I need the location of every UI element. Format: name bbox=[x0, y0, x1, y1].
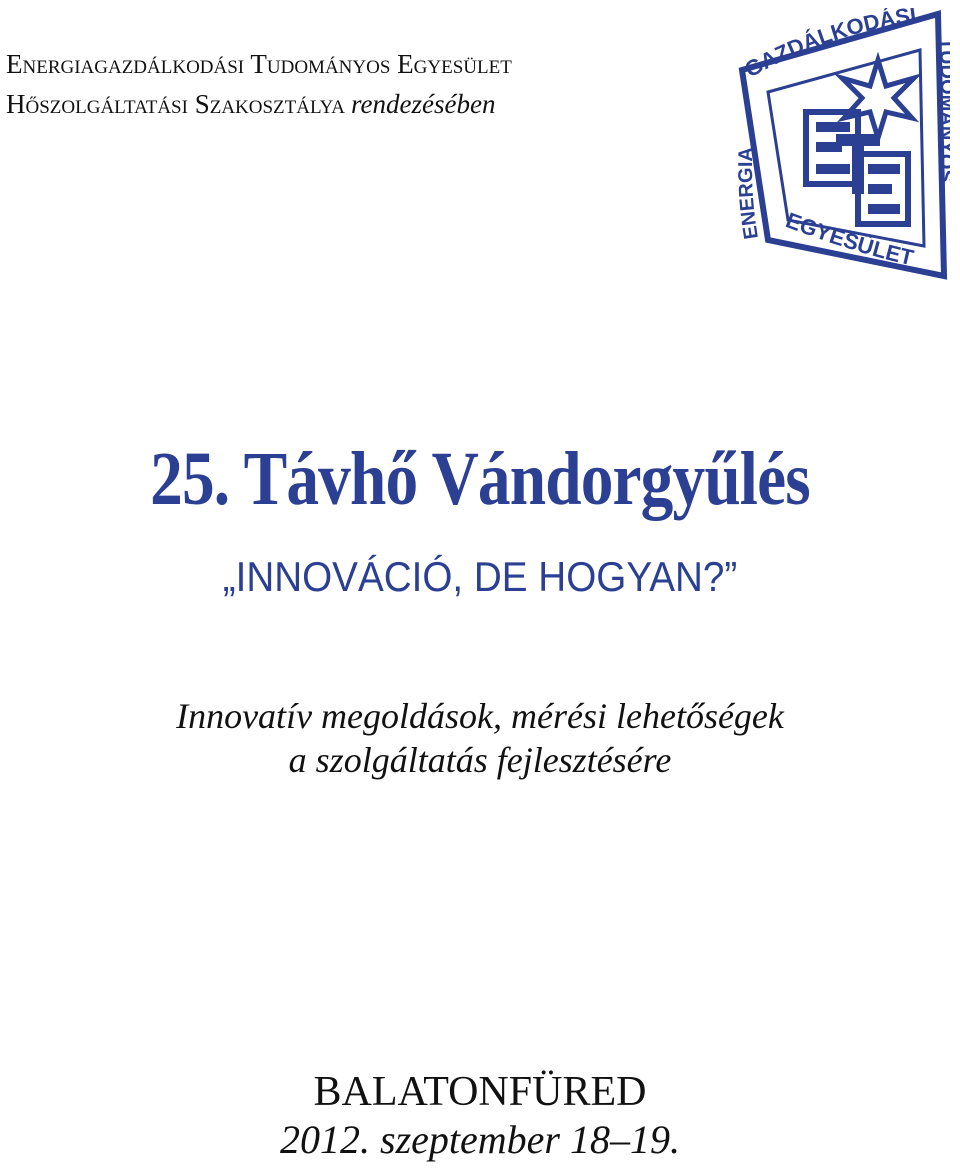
event-date: 2012. szeptember 18–19. bbox=[280, 1117, 680, 1162]
organizer-section-name: Hőszolgáltatási Szakosztálya bbox=[6, 89, 346, 119]
logo-ring-text: GAZDÁLKODÁSI bbox=[740, 8, 918, 83]
organizer-block bbox=[6, 44, 512, 124]
svg-text:TUDOMÁNYOS bbox=[934, 37, 950, 183]
subtitle-line-1: Innovatív megoldások, mérési lehetőségek bbox=[176, 696, 784, 736]
svg-text:EGYESÜLET: EGYESÜLET bbox=[782, 207, 916, 271]
organizer-name: Energiagazdálkodási Tudományos Egyesület bbox=[6, 49, 512, 79]
ete-logo bbox=[728, 8, 950, 284]
organizer-suffix: rendezésében bbox=[351, 89, 496, 119]
svg-text:GAZDÁLKODÁSI bbox=[740, 8, 917, 82]
event-subtitle bbox=[0, 694, 960, 782]
event-motto: „INNOVÁCIÓ, DE HOGYAN?” bbox=[222, 553, 738, 600]
subtitle-line-2: a szolgáltatás fejlesztésére bbox=[288, 740, 672, 780]
svg-text:ENERGIA: ENERGIA bbox=[734, 146, 763, 241]
ete-emblem-icon bbox=[728, 8, 950, 284]
venue-place: BALATONFÜRED bbox=[313, 1069, 647, 1115]
event-title: 25. Távhő Vándorgyűlés bbox=[150, 437, 810, 521]
venue-block bbox=[0, 1068, 960, 1164]
organizer-section bbox=[6, 84, 512, 124]
